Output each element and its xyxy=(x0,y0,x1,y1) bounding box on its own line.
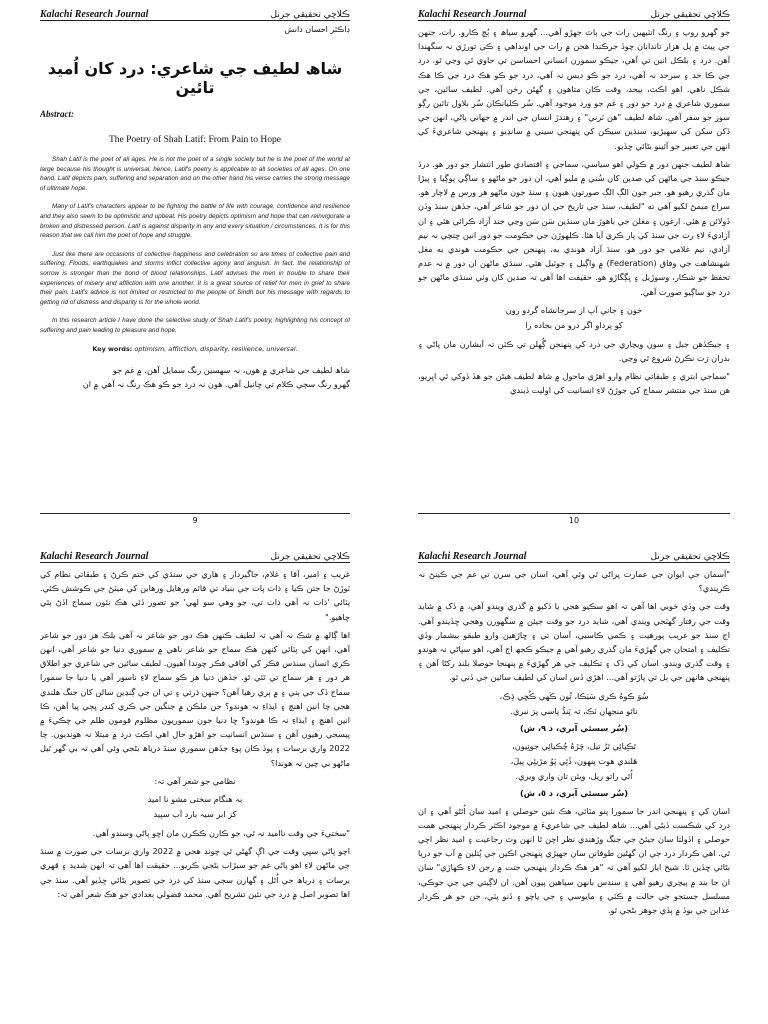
journal-name-urdu: ڪلاچي تحقيقي جرنل xyxy=(650,552,730,562)
body-paragraph: جو گهرو روپ ۽ رنگ انٽيهين رات جي ٻاٽ جهڙو آهي... گهرو سياھ ۽ ٻُڄ ڪارو. رات، جنھن جي پيٽ ۾ پل هزار تاندانان چوڏ جرڪندا هجن ۾ رات جي اونداهي ۽ ڪي تورڙي نہ سگهندا آهن. درد ۽ بلڪل انين تي آهي، جيڪو سمورن انساني احساسن تي حاوي ٿي وڃي ٿو. درد جي ڪا حد ۽ سرحد نہ آهي، درد جو ڪو ديس نہ آهي، درد جو ڪو هڪ درد جي ڪا هڪ شڪل ناهي. اھو اڪٽ، بيحد، وقت ڪان متاهون ۽ گهڻن رخن آهي. لطيف سائين، جي سموري شاعري ۾ درد جو دور ۽ غم جو ورد موجود آهي. سُر ڪليانڪان سُر بلاول تائين رڳو سوز جو سفر آهي. شاھ لطيف "هن ٽرني" ۽ رهندڙ انسان جي اندر ۾ جهاني پاڻي، انھن جي ڏکن سکن کي سھيڙيو، سنڌين سيڪن کي پنھنجي سيني ۾ سانڍيو ۽ پنھنجي شاعريءَ کي انھن جي تعبير جو آئينو بڻائي ڇڏيو. xyxy=(418,27,730,151)
article-title-english: The Poetry of Shah Latif: From Pain to Hope xyxy=(108,135,282,145)
page-header xyxy=(418,0,730,21)
body-paragraph: شاھ لطيف جنھن دور ۾ ڪولي اهو سياسي، سماجي ۽ اقتصادي طور انتشار جو دور هو. درڏ جيڪو سنڌ جي ماڻهن کي صدين کان سُني ۾ مليو آهي، ان دور جو ماڻهو ۽ ساڳي پوڳيا ۽ پيڙا مان گذري رهيو هو. جبر جون الڳ الڳ صورتون هيون ۽ سنڌ جون ماڻهو هر ورس ۾ لاچار هو. سراج ميمڻ لکيو آهي ته "لطيف، سنڌ جي تاريخ جي ان دور جو شاعر آهي، جڏهن سنڌ وڏن ڏولائن ۾ هئي. ارغون ۽ مغلن جي باهوڙ مان سنڌين سَن سَن وڃي جند آزاد ڪرائي هئي ۽ ان آزاديءَ لاءِ رت جي سنڌ کي پار ڪري آيا هئا. ڪلهوڙن جي حڪومت جو دور انين ڇتچي نہ نيم آزادي، نيم غلامي جو دور هو. سنڌ آزاد هوندي به، پنھنجن جي حڪومت هوندي به مغل شھنشاهت جي وفاق (Federation) ۾ واڳيل ۽ جوٽيل هئي. سنڌي ماڻهن ان دور ۾ نہ عدم تحفظ جو شڪار، وسوڙيل ۽ ڀڳگاڙو هو. حقيقت اها آهي تہ صدين کان وٺي سنڌي ماڻهن جو درد جو ساڳيو صورت آهي. xyxy=(418,158,730,297)
body-paragraph: اها ڳالھ ۾ شڪ نہ آهي تہ لطيف ڪنھن هڪ دور جو شاعر نہ آهي بلڪ هر دور جو شاعر آهي، انهن کي پٽائي کنھن هڪ سماج جو شاعر ناهي ۾ سموري دنيا جو شاعر آهي، انهن ڪري انسان سنڌس فڪر کي آفاقي فڪر چوندا آهيون. لطيف سائين جي شاعري جو اطلاق هر دور ۽ هر سماج تي ٿئي ٿو. جڏهن دنيا هر ڪو سماج لاءِ ناسور آهي يا دنيا جا سمورا سماج ڏک جي ٻني ۽ ۾ ٻري رهيا آهن؟ جنھن ڌرتي ۽ تي ان جي ڳنڍين سالن کان جنگ هلندي هجي چا انين اهنچ ۽ ايذاءِ نہ هوندو؟ جن ملڪن ۾ جنگين جي ڪري کنڊر ڀڄي پيا آهن، ڪا انين اهنچ ۽ ايذاءِ نہ ڪا هوندو؟ ڇا دنيا جون سموريون مظلوم قومون ظلم جي چڪيءَ ۾ پيسجي رهيون آهن ۽ سنڌس انسانيت جو اهڙو حال اهي اڪٽ درد ۾ مبتلا نہ هونديون. چا 2022 واري برسات ۽ پوڏ ڪان پوءِ جڏهن سموري سنڌ درياھ بڻجي وئي آهي تہ بي گهر ٿيل ماڻهو بي چين نہ هوندا؟ xyxy=(40,629,350,768)
page-12 xyxy=(418,542,730,1024)
journal-name: Kalachi Research Journal xyxy=(40,551,149,562)
body-paragraph: اچو پاڻي سڀي وقت جي اڳ گهڻي ٿي چونڊ هجي ۾ 2022 واري برسات جي صورت ۾ سنڌ جي ماڻهن لاءِ اهو پاڻي غم جو سيڙاب بڻجي ڪريو... حقيقت اها آهي تہ انهن شديد ۽ قهري برسات ۽ درياھ جي اُٿل ۽ گهارن سڄي سنڌ کي درد جي تصوير بڻائي ڇڏيو آهي. سنڌ جي اها تصوير اصل ۾ درد جي نئين تشريح آهي. محمد فضولي بغدادي جو هڪ شعر آهي تہ: xyxy=(40,846,350,899)
keywords-label: Key words: xyxy=(92,344,133,353)
body-line: شاھ لطيف جي شاعري ۾ هون، نہ سھسين رنگ سمايل آهن. ۾ غم جو xyxy=(112,364,350,375)
page-header xyxy=(418,542,730,563)
page-11 xyxy=(40,542,350,1024)
body-paragraph: اسان کي ۽ پنھنجي اندر جا سمورا پنو مٽائي، هڪ نئين حوصلي ۽ اميد سان اُٿڻو آهي ۽ ان درد کي شڪست ڏيڻي آهي... شاھ لطيف جي شاعريءَ ۾ موجود اڪثر ڪردار پنھنجي همت حوصلي ۽ اڏولتا سان جيئڻ جي جنگ وڙهندي نظر اچن ٿا انهن وٽ رجاعيت ۽ اميد نظر اچي ٿي. اهي ڪردار درد جي ان گهڻين طوفانن سان جھيڙي پنھنجي اڪين جي پُتلين ۾ آب جو دريا بڻائي ڇڏين ٿا. شيخ اياز لکيو آهي تہ "هر هڪ ڪردار پنھنجي جنت ۾ رجن لاءِ ڪهاڙي" سان ان جا بند ۾ پيچري رهيو آهي ۽ سندس بانهن سياهين پيون آهن. ان لاڳيتي جي جي جوڪي، مسلسل جستجو جي حالت ۾ ڪٽي ۽ مايوسي ۽ جي ياچو ۽ ڏنو پٽي، جن جو هر ڪردار عذابن جي بوڏ ۾ ٻڏي جوهر بڻجي ٿو. xyxy=(418,805,730,916)
persian-verse xyxy=(418,303,730,333)
body-paragraph: "آسمان جي ايوان جي عمارت پراڻي ٿي وئي آهي، اسان جي سرن تي غم جي ڪينڻ نہ ڪريندي؟ xyxy=(418,569,730,594)
verse-line: کز ابر سیہ بارد آب سپید xyxy=(153,809,237,820)
body-paragraph: "سماجي ابتري ۽ طبقاتي نظام وارو اهڙي ماحول ۾ شاھ لطيف هيڻن جو هڏ ڏوکي ٿي اڀريو، هن سنڌ جي منتشر سماج کي جوڙڻ لاءِ انسانيت کي اوليت ڏيندي xyxy=(418,371,730,396)
journal-name: Kalachi Research Journal xyxy=(418,551,527,562)
body-paragraph: نظامي جو شعر آهي تہ: xyxy=(154,775,236,786)
page-number: 9 xyxy=(40,513,350,528)
verse-line: کو پرداو اگر درو من بجاده را xyxy=(525,319,623,330)
sindhi-verse xyxy=(418,689,730,719)
verse-line: سُوَ ڪوهُ ڪري سَيَڪا، تُون ڪَهي ڪُڇي ڌِڪ، xyxy=(499,690,649,701)
sindhi-verse xyxy=(418,739,730,784)
journal-name: Kalachi Research Journal xyxy=(40,9,149,20)
verse-line: ناتَو منجهان نَڪ، تہ پَنڌُ پاسي پرَ نبري. xyxy=(510,705,638,716)
page-9 xyxy=(40,0,350,528)
body-paragraph: غريب ۽ امير، آقا ۽ غلام، جاگيردار ۽ هاري جي سنڌي کي ختم ڪرڻ ۽ طبقاتي نظام کي ٽوڙڻ جا جتن ڪيا ۽ ذات پات جي بنياد تي قائم ورهايل ورهاين کي ميٽڻ جي ڪوشش ڪئي. پٽائي 'ذات نہ آهي ذات تي، جو وهي سو لهي' جو تصور ڏئي هڪ نئون سماج اڏڻ پئي چاهيو." xyxy=(40,569,350,622)
verse-line: ٿڪِيائِي تَرُ تيل، چَڙهُ چُڪيائِي جوتِيون، xyxy=(512,740,636,751)
journal-name-urdu: ڪلاچي تحقيقي جرنل xyxy=(270,10,350,20)
verse-line: بہ ھنگام سختی مشو نا امید xyxy=(147,794,243,805)
page-number: 10 xyxy=(418,513,730,528)
verse-line: اُٿي راتو ريل، ويئن تان واري ويري. xyxy=(515,770,633,781)
keywords-list: optimism, affliction, disparity, resilience, universal. xyxy=(134,344,298,353)
body-paragraph: "سختيءَ جي وقت نااميد نہ ٿي، جو ڪارن ڪڪرن مان اڇو پاڻي وسندو آهي. xyxy=(92,828,350,839)
article-title-sindhi: شاھ لطيف جي شاعري: درد کان اُميد تائين xyxy=(47,59,343,97)
journal-name: Kalachi Research Journal xyxy=(418,9,527,20)
abstract-paragraph: Shah Latif is the poet of all ages. He is not the poet of a single society but he is the poet of the world at large because his thought is universal, hence, Latif's poetry is applicable to all societies of all ages. On one hand, Latif depicts pain, suffering and separation and on the other hand his verse carries the strong message of ultimate hope. xyxy=(40,156,350,192)
persian-verse xyxy=(40,792,350,822)
body-line: گهرو رنگ سڄي ڪلام تي ڇانيل آهي. هون نہ درد جو ڪو هڪ رنگ نہ آهي ۾ ان xyxy=(82,378,350,389)
abstract-paragraph: Many of Latif's characters appear to be fighting the battle of life with courage, confidence and resilience and they also seem to be optimistic and upbeat. His poetry depicts optimism and hope that can reinvigorate a broken and distressed person. Latif is against disparity in any and every situation / circumstances. It is for this reason that we call him the poet of hope and struggle. xyxy=(40,203,350,240)
verse-reference: (سُر سسئي آبري، د ٩، ش) xyxy=(519,722,629,733)
page-header xyxy=(40,0,350,21)
page-header xyxy=(40,542,350,563)
keywords xyxy=(40,345,350,353)
author-name: ڊاڪٽر احسان دانش xyxy=(284,25,350,34)
journal-name-urdu: ڪلاچي تحقيقي جرنل xyxy=(270,552,350,562)
abstract-paragraph: In this research article I have done the selective study of Shah Latif's poetry, highlighting his concept of suffering and pain leading to pleasure and hope. xyxy=(40,317,350,334)
body-paragraph: ۽ جيڪڏهن جبل ۽ سون ويچاري جي درد کي پنھنجن ڳُهلن تي ڪٽن تہ آبشارن مان پاڻي ۽ بدران رَت نڪرڻ شروع ٿي وڃي. xyxy=(418,338,730,364)
abstract-paragraph: Just like there are occasions of collective happiness and celebration so are times of collective pain and suffering. Floods, earthquakes and storms inflict collective agony and anguish. In fact, the relationship of sorrow is stronger than the bond of blood relationships. Latif advises the men in trouble to share their experiences of misery and affliction with one another. It is a great source of relief for men in grief to share their pain. Latif's advice is not limited or restricted to the people of Sindh but his message with regards to getting rid of distress and disparity is for the whole world. xyxy=(40,250,350,306)
verse-reference: (سُر سسئي آبري، د ٥، ش) xyxy=(519,787,629,798)
body-paragraph: وقت جي وڏي خوبي اها آهي تہ اهو سڪيو هجي يا ڏکيو ۾ گذري ويندو آهي، ۾ ڏک ۾ شايد وقت جي رفتار گهٽجي ويندي آهي، شايد درد جو وقت جيئن ۾ سگهورن وهجي ڇڏيندو آهي. اڄ سنڌ جو غريب پورهيت ۽ ڪمي ڪاسبي، آسان تي ۽ ڇاڙهين وارو طبقو بيشمار وڏي تڪليف ۽ امتحان جي گهڙيءَ مان گذري رهيو آهي ۾ جيڪو ڪجھ اڄ آهي، اهو سڀاڻي نہ هوندو ۽ وقت گذري ويندو. اسان کي ڏک ۽ تڪليف جي هر گهڙيءَ ۾ پنھنجا حوصلا بلند رکڻا آهن ۽ پنھنجي هانھن جي ٻل تي پاڙتو آهي... اهڙي ڏس اسان کي لطيف سائين جي ڏني ٿو. xyxy=(418,601,730,683)
page-10 xyxy=(418,0,730,528)
verse-line: هَلندي هوت پنهون، ڏَٿِي پَوُ مڙيئِي پيلَ، xyxy=(510,755,638,766)
abstract-label: Abstract: xyxy=(40,109,75,119)
verse-line: خون ۽ جاني آپ از سرجانشاه گردو رون xyxy=(505,304,643,315)
journal-name-urdu: ڪلاچي تحقيقي جرنل xyxy=(650,10,730,20)
